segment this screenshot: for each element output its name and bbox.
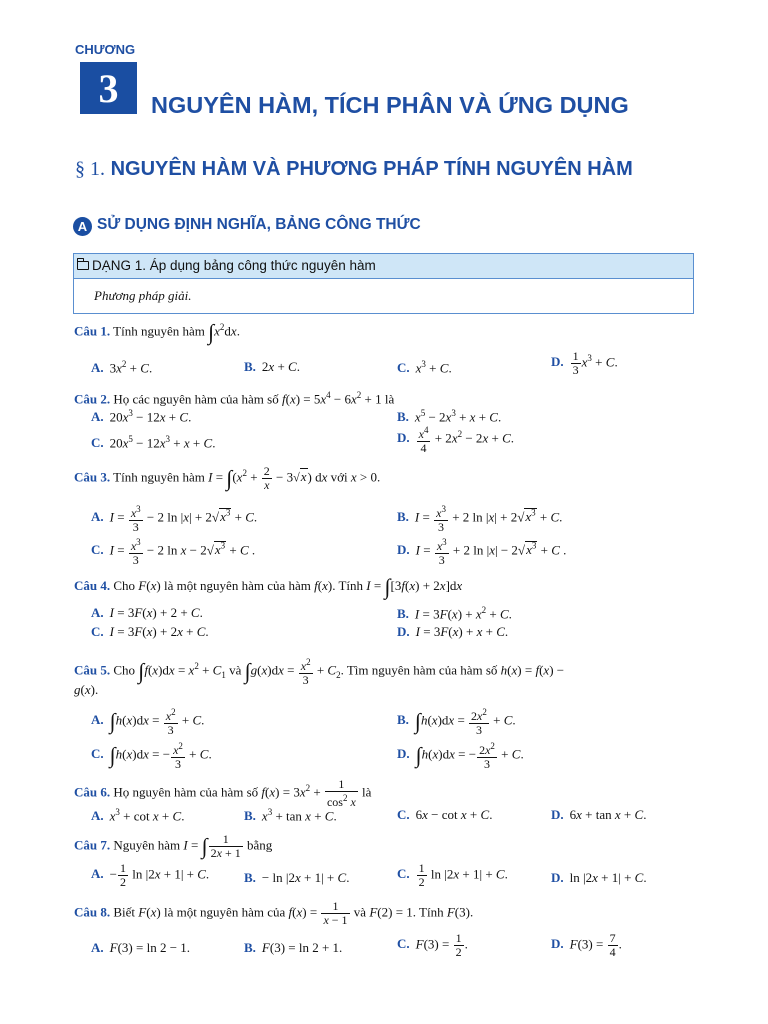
q7-option-a[interactable]: A. − $\frac{1}{2}$ ln |2x + 1| + C.	[91, 861, 210, 889]
subsection-title: SỬ DỤNG ĐỊNH NGHĨA, BẢNG CÔNG THỨC	[97, 216, 421, 233]
q8-option-c[interactable]: C. F(3) = $\frac{1}{2}$ .	[397, 931, 468, 959]
q6-option-c[interactable]: C. 6x − cot x + C.	[397, 807, 493, 822]
q2-option-b[interactable]: B. $x^5 - 2x^3 + x + C$.	[397, 408, 502, 425]
question-2: Câu 2. Họ các nguyên hàm của hàm số $f(x) = 5x^4 - 6x^2 + 1$ là	[74, 390, 395, 407]
q6-option-d[interactable]: D. 6x + tan x + C.	[551, 807, 647, 822]
q5-option-a[interactable]: A. ∫h(x)dx = $\frac{x^2}{3}$ + C.	[91, 707, 205, 737]
q1-option-d[interactable]: D. $\frac{1}{3}$ $x^3 + C$.	[551, 349, 618, 377]
question-5: Câu 5. Cho $\int f(x)dx = x^2 + C_1$ và ∫g(x)dx = $\frac{x^2}{3}$ + $C_2$. Tìm nguyên hàm của hàm số h(x) = f(x) −	[74, 657, 565, 687]
q7-option-c[interactable]: C. $\frac{1}{2}$ ln |2x + 1| + C.	[397, 861, 508, 889]
question-6: Câu 6. Họ nguyên hàm của hàm số $f(x) = 3x^2$ + $\frac{1}{\cos^2 x}$ là	[74, 777, 372, 809]
q4-option-c[interactable]: C. I = 3F(x) + 2x + C.	[91, 624, 209, 639]
q2-option-c[interactable]: C. $20x^5 - 12x^3 + x + C$.	[91, 434, 216, 451]
q6-option-a[interactable]: A. $x^3 + \cot x + C$.	[91, 807, 185, 824]
q4-option-d[interactable]: D. I = 3F(x) + x + C.	[397, 624, 509, 639]
question-1: Câu 1. Tính nguyên hàm $\int x^2dx$.	[74, 319, 240, 345]
dang-box	[73, 253, 694, 314]
q8-option-a[interactable]: A. F(3) = ln 2 − 1.	[91, 940, 191, 955]
q3-option-d[interactable]: D. I = $\frac{x^3}{3}$ + 2 $\ln |x| - 2√x^3 + C$ .	[397, 537, 567, 567]
subsection-badge: A	[73, 217, 92, 236]
q1-option-a[interactable]: A. $3x^2 + C$.	[91, 359, 153, 376]
question-3: Câu 3. Tính nguyên hàm $I = \int(x^2$ + $\frac{2}{x}$ − 3√x) dx với x > 0.	[74, 464, 381, 492]
q3-option-b[interactable]: B. I = $\frac{x^3}{3}$ + 2 $\ln |x| + 2√x^3 + C$.	[397, 504, 563, 534]
q1-option-c[interactable]: C. $x^3 + C$.	[397, 359, 452, 376]
question-label: Câu 1.	[74, 323, 111, 339]
folder-icon	[77, 261, 89, 270]
q6-option-b[interactable]: B. $x^3 + \tan x + C$.	[244, 807, 337, 824]
dang-header	[74, 254, 693, 279]
q5-option-c[interactable]: C. ∫h(x)dx = − $\frac{x^2}{3}$ + C.	[91, 741, 212, 771]
section-mark: § 1.	[75, 158, 105, 180]
q8-option-b[interactable]: B. F(3) = ln 2 + 1.	[244, 940, 343, 955]
chapter-title: NGUYÊN HÀM, TÍCH PHÂN VÀ ỨNG DỤNG	[151, 92, 629, 118]
q1-option-b[interactable]: B. 2x + C.	[244, 359, 300, 374]
section-title-text: NGUYÊN HÀM VÀ PHƯƠNG PHÁP TÍNH NGUYÊN HÀM	[110, 158, 633, 180]
q4-option-a[interactable]: A. I = 3F(x) + 2 + C.	[91, 605, 203, 620]
chapter-label: CHƯƠNG	[75, 42, 136, 57]
question-8: Câu 8. Biết F(x) là một nguyên hàm của f(x) = $\frac{1}{x - 1}$ và F(2) = 1. Tính F(3).	[74, 899, 474, 927]
section-title	[75, 158, 633, 181]
q5-option-d[interactable]: D. ∫h(x)dx = − $\frac{2x^2}{3}$ + C.	[397, 741, 524, 771]
q3-option-c[interactable]: C. I = $\frac{x^3}{3}$ − 2 $\ln x - 2√x^3 + C$ .	[91, 537, 256, 567]
chapter-number: 3	[80, 62, 137, 114]
q5-option-b[interactable]: B. ∫h(x)dx = $\frac{2x^2}{3}$ + C.	[397, 707, 516, 737]
q4-option-b[interactable]: B. $I = 3F(x) + x^2 + C$.	[397, 605, 512, 622]
q8-option-d[interactable]: D. F(3) = $\frac{7}{4}$ .	[551, 931, 622, 959]
dang-title: DẠNG 1. Áp dụng bảng công thức nguyên hàm	[92, 258, 376, 273]
dang-body: Phương pháp giải.	[94, 288, 192, 303]
q2-option-a[interactable]: A. $20x^3 - 12x + C$.	[91, 408, 192, 425]
q3-option-a[interactable]: A. I = $\frac{x^3}{3}$ − 2 $\ln |x| + 2√x^3 + C$.	[91, 504, 258, 534]
q7-option-b[interactable]: B. − ln |2x + 1| + C.	[244, 870, 350, 885]
q7-option-d[interactable]: D. ln |2x + 1| + C.	[551, 870, 647, 885]
question-7: Câu 7. Nguyên hàm I = ∫ $\frac{1}{2x + 1}$ bằng	[74, 832, 273, 860]
question-5-cont: g(x).	[74, 682, 99, 697]
question-4: Câu 4. Cho F(x) là một nguyên hàm của hàm f(x). Tính I = ∫[3f(x) + 2x]dx	[74, 574, 463, 600]
q2-option-d[interactable]: D. $\frac{x^4}{4}$ + $2x^2 - 2x + C$.	[397, 425, 514, 455]
